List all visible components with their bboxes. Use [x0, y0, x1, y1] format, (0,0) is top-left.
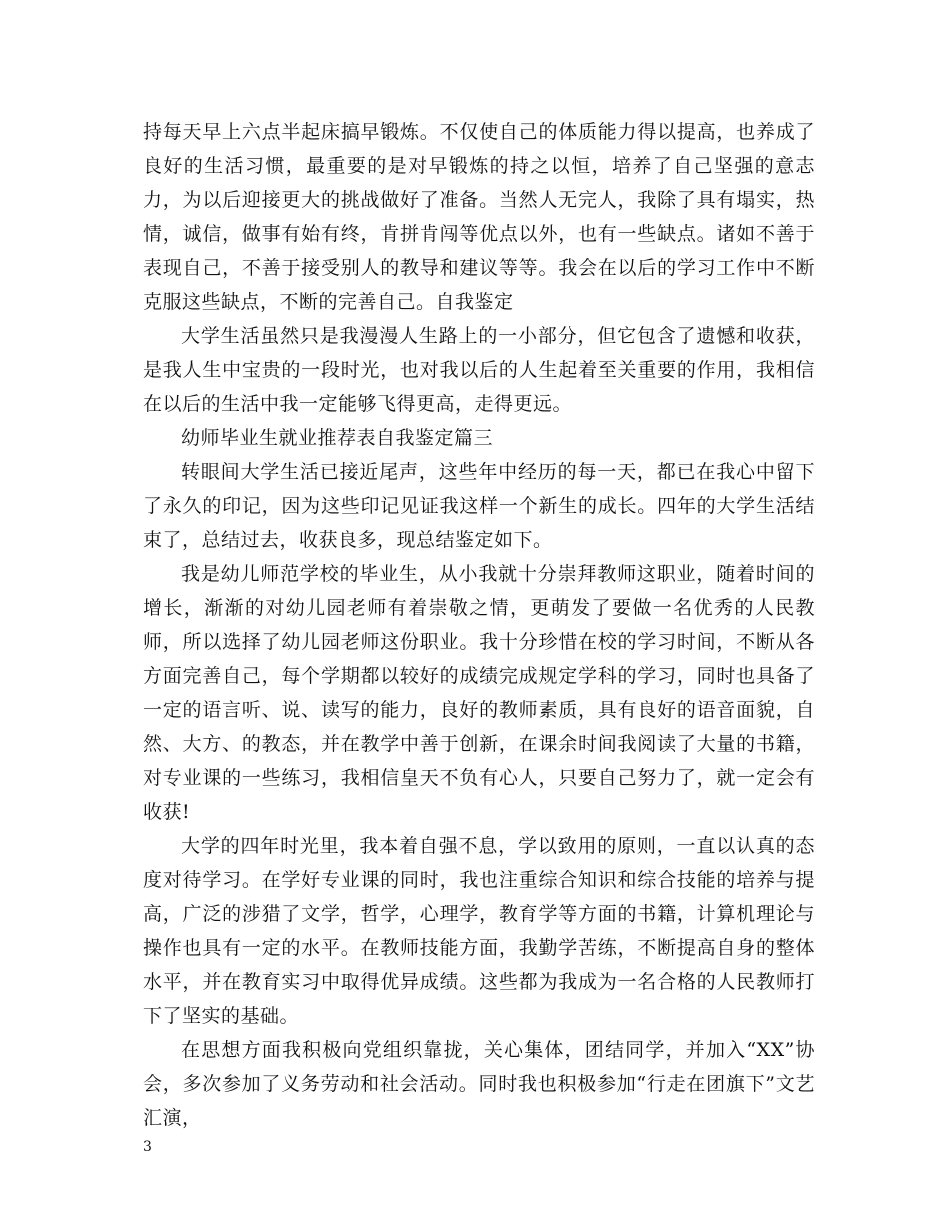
section-heading: 幼师毕业生就业推荐表自我鉴定篇三 [181, 427, 494, 449]
paragraph-study: 大学的四年时光里，我本着自强不息，学以致用的原则，一直以认真的态度对待学习。在学好专业课的同时，我也注重综合知识和综合技能的培养与提高，广泛的涉猎了文学，哲学，心理学，教育学等方面的书籍，计算机理论与操作也具有一定的水平。在教师技能方面，我勤学苦练，不断提高自身的整体水平，并在教育实习中取得优异成绩。这些都为我成为一名合格的人民教师打下了坚实的基础。 [143, 835, 815, 1027]
paragraph-ideology: 在思想方面我积极向党组织靠拢，关心集体，团结同学，并加入“XX”协会，多次参加了义务劳动和社会活动。同时我也积极参加“行走在团旗下”文艺汇演， [143, 1039, 815, 1129]
paragraph-intro: 转眼间大学生活已接近尾声，这些年中经历的每一天，都已在我心中留下了永久的印记，因为这些印记见证我这样一个新生的成长。四年的大学生活结束了，总结过去，收获良多，现总结鉴定如下。 [143, 461, 815, 551]
paragraph-continuation: 持每天早上六点半起床搞早锻炼。不仅使自己的体质能力得以提高，也养成了良好的生活习惯，最重要的是对早锻炼的持之以恒，培养了自己坚强的意志力，为以后迎接更大的挑战做好了准备。当然人无完人，我除了具有塌实，热情，诚信，做事有始有终，肯拼肯闯等优点以外，也有一些缺点。诸如不善于表现自己，不善于接受别人的教导和建议等等。我会在以后的学习工作中不断克服这些缺点，不断的完善自己。自我鉴定 [143, 121, 815, 313]
paragraph-university-life: 大学生活虽然只是我漫漫人生路上的一小部分，但它包含了遗憾和收获，是我人生中宝贵的一段时光，也对我以后的人生起着至关重要的作用，我相信在以后的生活中我一定能够飞得更高，走得更远。 [143, 325, 815, 415]
paragraph-background: 我是幼儿师范学校的毕业生，从小我就十分崇拜教师这职业，随着时间的增长，渐渐的对幼儿园老师有着崇敬之情，更萌发了要做一名优秀的人民教师，所以选择了幼儿园老师这份职业。我十分珍惜在校的学习时间，不断从各方面完善自己，每个学期都以较好的成绩完成规定学科的学习，同时也具备了一定的语言听、说、读写的能力，良好的教师素质，具有良好的语音面貌，自然、大方、的教态，并在教学中善于创新，在课余时间我阅读了大量的书籍，对专业课的一些练习，我相信皇天不负有心人，只要自己努力了，就一定会有收获! [143, 563, 815, 823]
document-body [143, 115, 815, 1135]
page-number: 3 [143, 1139, 152, 1155]
